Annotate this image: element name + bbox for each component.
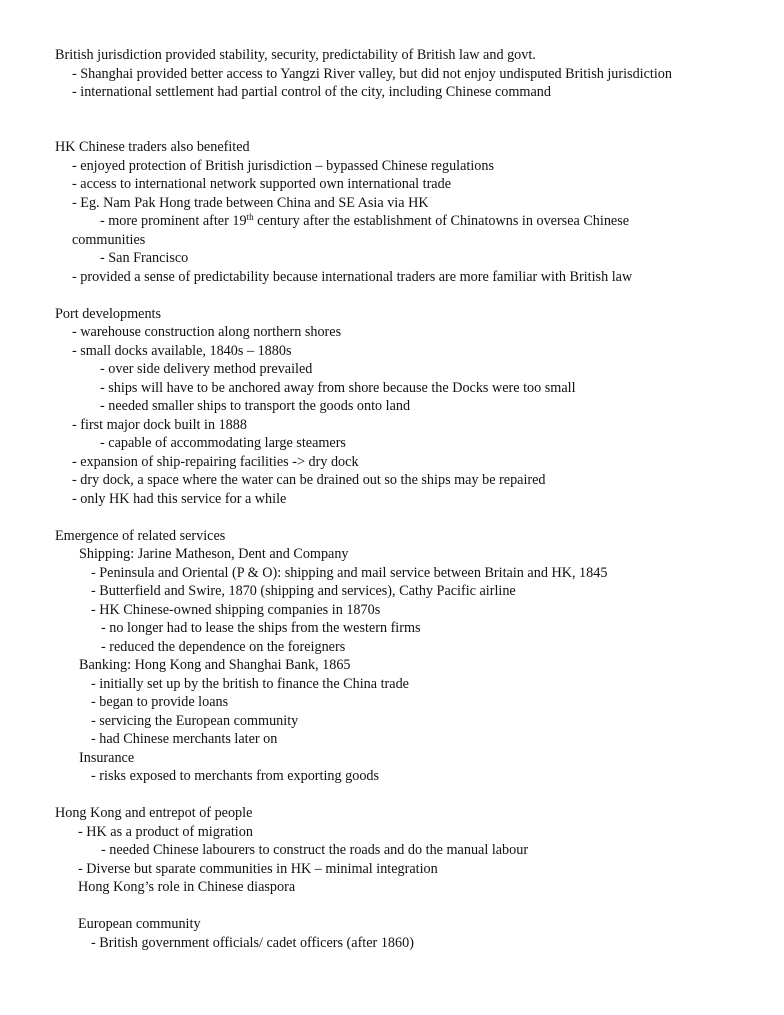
sub-bullet-line: - needed Chinese labourers to construct the roads and do the manual labour — [101, 842, 529, 858]
bullet-line: - Butterfield and Swire, 1870 (shipping and services), Cathy Pacific airline — [91, 583, 516, 599]
superscript: th — [246, 212, 254, 222]
sub-bullet-text: - more prominent after 19 — [100, 213, 247, 229]
bullet-line: - had Chinese merchants later on — [91, 731, 278, 747]
section-heading: Emergence of related services — [55, 528, 226, 544]
bullet-line: - servicing the European community — [91, 713, 299, 729]
bullet-line: - warehouse construction along northern shores — [72, 324, 342, 340]
sub-bullet-line: - capable of accommodating large steamers — [100, 435, 346, 451]
section-heading: Port developments — [55, 306, 161, 322]
bullet-line: - HK as a product of migration — [78, 824, 253, 840]
continuation-line: communities — [72, 232, 146, 248]
sub-bullet-line: - ships will have to be anchored away from shore because the Docks were too small — [100, 380, 576, 396]
bullet-line: - Shanghai provided better access to Yangzi River valley, but did not enjoy undisputed British jurisdiction — [72, 66, 672, 82]
subsection-heading: European community — [78, 916, 201, 932]
bullet-line: - HK Chinese-owned shipping companies in 1870s — [91, 602, 381, 618]
bullet-line: - provided a sense of predictability because international traders are more familiar with British law — [72, 269, 633, 285]
subsection-heading: Shipping: Jarine Matheson, Dent and Company — [79, 546, 349, 562]
bullet-line: - initially set up by the british to finance the China trade — [91, 676, 409, 692]
bullet-line: - began to provide loans — [91, 694, 229, 710]
section-heading: British jurisdiction provided stability, security, predictability of British law and govt. — [55, 47, 536, 63]
bullet-line: - dry dock, a space where the water can be drained out so the ships may be repaired — [72, 472, 546, 488]
sub-bullet-line: - over side delivery method prevailed — [100, 361, 313, 377]
sub-bullet-text: century after the establishment of Chinatowns in oversea Chinese — [253, 213, 630, 229]
bullet-line: - risks exposed to merchants from exporting goods — [91, 768, 380, 784]
bullet-line: - only HK had this service for a while — [72, 491, 287, 507]
bullet-line: - access to international network supported own international trade — [72, 176, 451, 192]
bullet-line: - small docks available, 1840s – 1880s — [72, 343, 292, 359]
sub-bullet-line: - reduced the dependence on the foreigners — [101, 639, 346, 655]
bullet-line: - expansion of ship-repairing facilities -> dry dock — [72, 454, 359, 470]
bullet-line: - first major dock built in 1888 — [72, 417, 247, 433]
subsection-heading: Insurance — [79, 750, 135, 766]
section-heading: HK Chinese traders also benefited — [55, 139, 250, 155]
bullet-line: - British government officials/ cadet officers (after 1860) — [91, 935, 414, 951]
bullet-line: - Diverse but sparate communities in HK – minimal integration — [78, 861, 438, 877]
sub-bullet-line: - San Francisco — [100, 250, 189, 266]
section-heading: Hong Kong and entrepot of people — [55, 805, 253, 821]
sub-bullet-line: - no longer had to lease the ships from the western firms — [101, 620, 421, 636]
subsection-heading: Banking: Hong Kong and Shanghai Bank, 1865 — [79, 657, 351, 673]
bullet-line: - international settlement had partial control of the city, including Chinese command — [72, 84, 551, 100]
bullet-line: - Eg. Nam Pak Hong trade between China and SE Asia via HK — [72, 195, 429, 211]
sub-bullet-line — [100, 212, 629, 230]
sub-bullet-line: - needed smaller ships to transport the goods onto land — [100, 398, 411, 414]
subsection-heading: Hong Kong’s role in Chinese diaspora — [78, 879, 296, 895]
bullet-line: - enjoyed protection of British jurisdiction – bypassed Chinese regulations — [72, 158, 495, 174]
bullet-line: - Peninsula and Oriental (P & O): shipping and mail service between Britain and HK, 1845 — [91, 565, 608, 581]
